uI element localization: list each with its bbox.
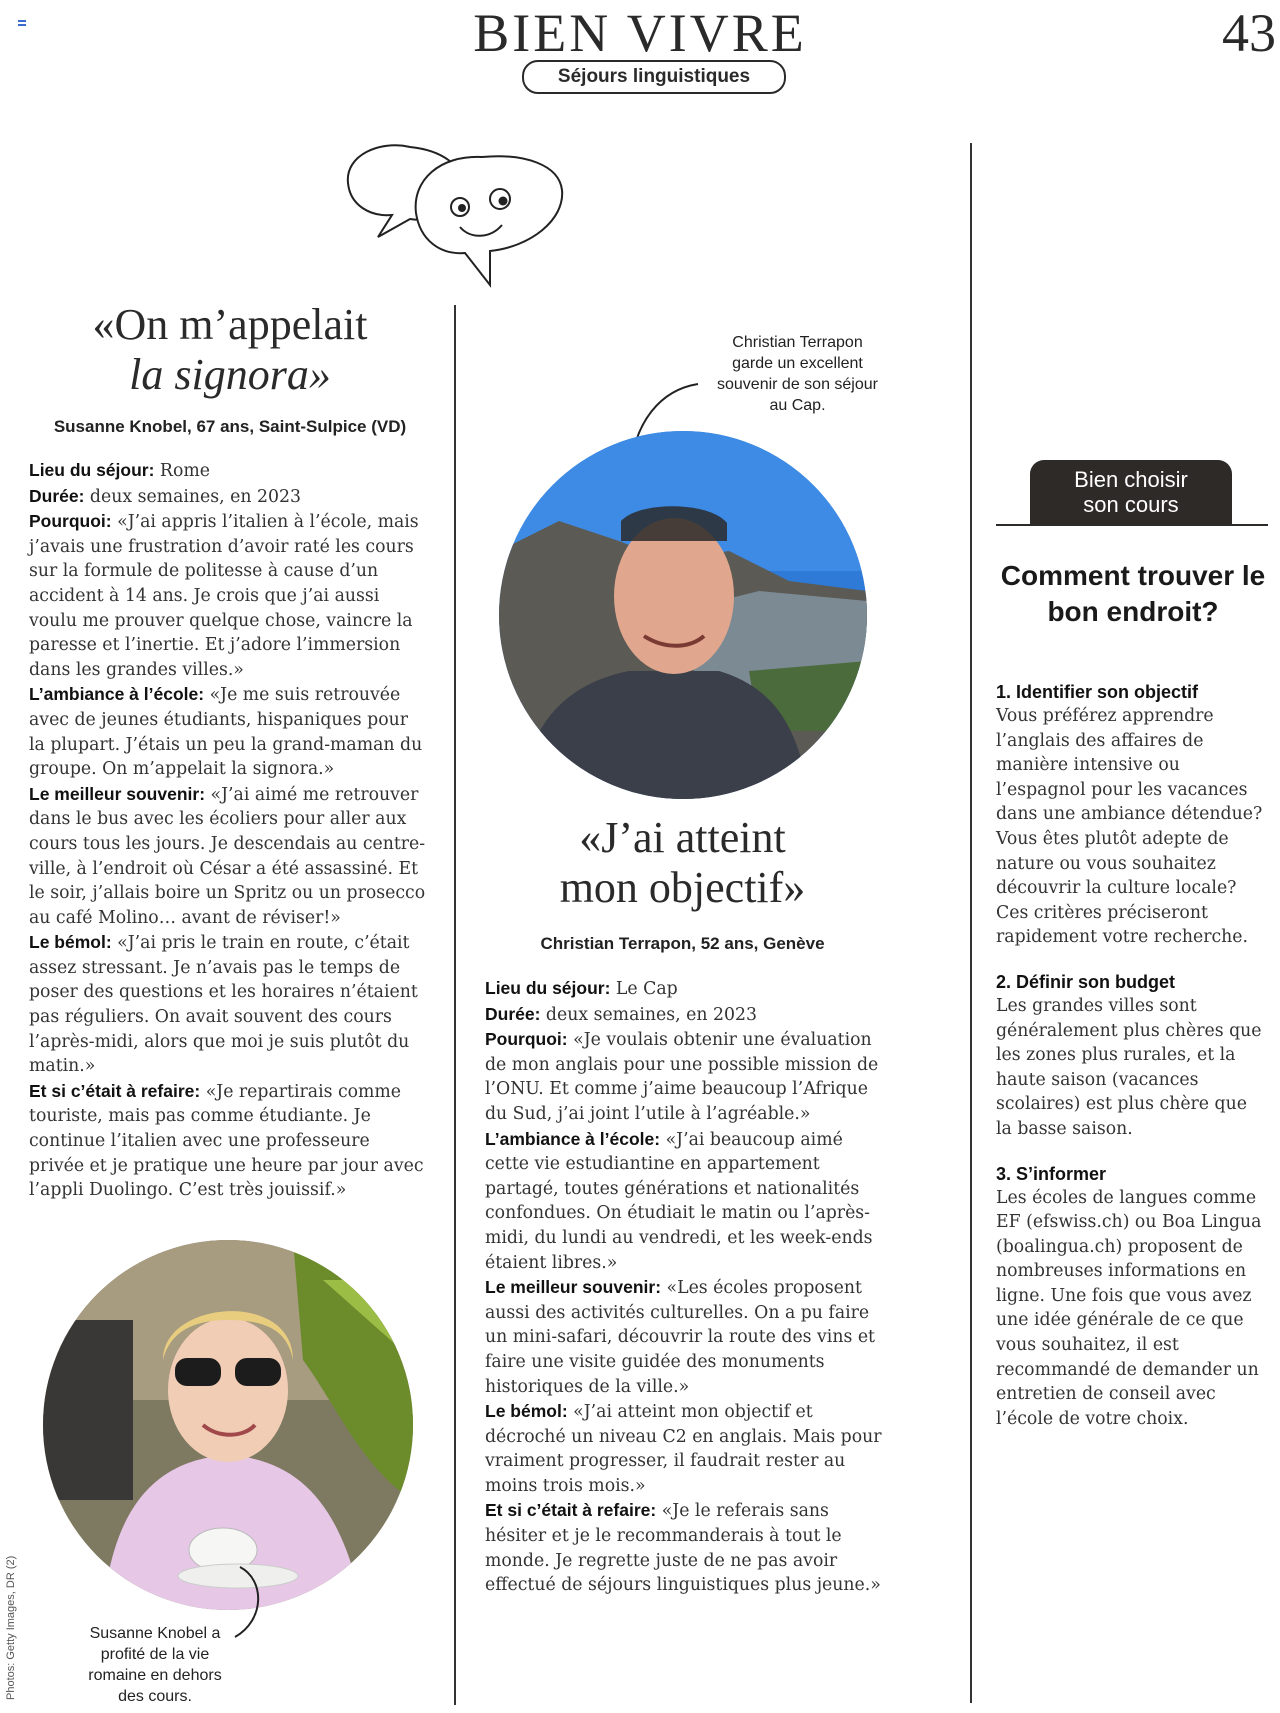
sidebar-tips: [996, 680, 1264, 1431]
tip-item: 3. S’informer Les écoles de langues comme EF (efswiss.ch) ou Boa Lingua (boalingua.ch) proposent de nombreuses informations en ligne. Une fois que vous avez une idée générale de ce que vous souhaitez, il est recommandé de demander un entretien de conseil avec l’école de votre choix.: [996, 1163, 1262, 1429]
page-number: 43: [1222, 3, 1276, 63]
left-item: Le bémol: «J’ai pris le train en route, c’était assez stressant. Je n’avais pas le temps de poser des questions et les horaires n’étaient pas réguliers. On avait souvent des cours l’après-midi, alors que moi je suis plutôt du matin.»: [29, 932, 418, 1077]
middle-item: L’ambiance à l’école: «J’ai beaucoup aimé cette vie estudiantine en appartement partagé, toutes générations et nationalités confondues. On étudiait le matin ou l’après-midi, du lundi au vendredi, et les week-ends étaient libres.»: [485, 1128, 873, 1273]
left-article-body: [29, 458, 429, 1203]
sidebar-rule: [996, 524, 1268, 526]
middle-item: Durée: deux semaines, en 2023: [485, 1003, 757, 1025]
rubric-label: Séjours linguistiques: [522, 60, 786, 94]
middle-item: Le meilleur souvenir: «Les écoles proposent aussi des activités culturelles. On a pu faire un mini-safari, découvrir la route des vins et faire une visite guidée des monuments historiques de la ville.»: [485, 1277, 876, 1397]
column-rule-right: [970, 143, 972, 1703]
left-item: Pourquoi: «J’ai appris l’italien à l’école, mais j’avais une frustration d’avoir raté les cours sur la formule de politesse à cause d’un accident à 14 ans. Je crois que j’ai aussi voulu me prouver quelque chose, vaincre la paresse et l’inertie. Et j’adore l’immersion dans les grandes villes.»: [29, 511, 419, 680]
sidebar-tab-line2: son cours: [1083, 492, 1179, 517]
left-item: Lieu du séjour: Rome: [29, 460, 210, 481]
middle-item: Le bémol: «J’ai atteint mon objectif et décroché un niveau C2 en anglais. Mais pour vraiment progresser, il faudrait rester au moins trois mois.»: [485, 1401, 882, 1496]
left-item: Le meilleur souvenir: «J’ai aimé me retrouver dans le bus avec les écoliers pour aller aux cours tous les jours. Je descendais au centre-ville, à l’endroit où César a été assassiné. Et le soir, j’allais boire un Spritz ou un prosecco au café Molino… avant de réviser!»: [29, 783, 426, 928]
middle-item: Et si c’était à refaire: «Je le referais sans hésiter et je le recommanderais à tout le monde. Je regrette juste de ne pas avoir effectué de séjours linguistiques plus jeune.»: [485, 1500, 881, 1596]
christian-photo: [499, 431, 867, 799]
middle-article-title: [460, 813, 905, 913]
left-item: Et si c’était à refaire: «Je repartirais comme touriste, mais pas comme étudiante. Je continue l’italien avec une professeure privée et je pratique une heure par jour avec l’appli Duolingo. C’est très jouissif.»: [29, 1080, 424, 1201]
section-title: BIEN VIVRE: [473, 3, 807, 63]
left-item: L’ambiance à l’école: «Je me suis retrouvée avec de jeunes étudiants, hispaniques pour la plupart. J’étais un peu la grand-maman du groupe. On m’appelait la signora.»: [29, 684, 423, 780]
christian-photo-caption: Christian Terrapon garde un excellent souvenir de son séjour au Cap.: [717, 334, 878, 414]
left-article-title: [20, 300, 440, 400]
middle-item: Lieu du séjour: Le Cap: [485, 978, 678, 999]
middle-article-body: [485, 976, 883, 1598]
speech-bubbles-illustration: [340, 135, 580, 290]
sidebar-tab: [1030, 460, 1232, 524]
tip-item: 2. Définir son budget Les grandes villes sont généralement plus chères que les zones plus rurales, et la haute saison (vacances scolaires) est plus chère que la basse saison.: [996, 971, 1262, 1139]
middle-title-line1: «J’ai atteint: [579, 813, 786, 862]
tip-item: 1. Identifier son objectif Vous préférez apprendre l’anglais des affaires de manière intensive ou l’espagnol pour les vacances dans une ambiance détendue? Vous êtes plutôt adepte de nature ou vous souhaitez découvrir la culture locale? Ces critères préciseront rapidement votre recherche.: [996, 682, 1263, 948]
middle-title-line2: mon objectif»: [559, 863, 806, 912]
left-item: Durée: deux semaines, en 2023: [29, 485, 301, 507]
middle-item: Pourquoi: «Je voulais obtenir une évaluation de mon anglais pour une possible mission de l’ONU. Et comme j’aime beaucoup l’Afrique du Sud, j’ai joint l’utile à l’agréable.»: [485, 1029, 879, 1124]
susanne-photo: [43, 1240, 413, 1610]
left-title-line2: la signora»: [129, 350, 331, 399]
middle-byline: Christian Terrapon, 52 ans, Genève: [540, 934, 825, 953]
left-title-line1: «On m’appelait: [92, 300, 368, 349]
column-rule-left: [454, 305, 456, 1705]
susanne-photo-caption: Susanne Knobel a profité de la vie romaine en dehors des cours.: [88, 1625, 222, 1705]
left-byline: Susanne Knobel, 67 ans, Saint-Sulpice (VD): [53, 417, 407, 436]
sidebar-heading: Comment trouver le bon endroit?: [1000, 560, 1266, 627]
caption-pointer-left: [230, 1565, 280, 1640]
sidebar-tab-line1: Bien choisir: [1074, 467, 1188, 492]
photo-credit: Photos: Getty Images, DR (2): [5, 1555, 17, 1700]
